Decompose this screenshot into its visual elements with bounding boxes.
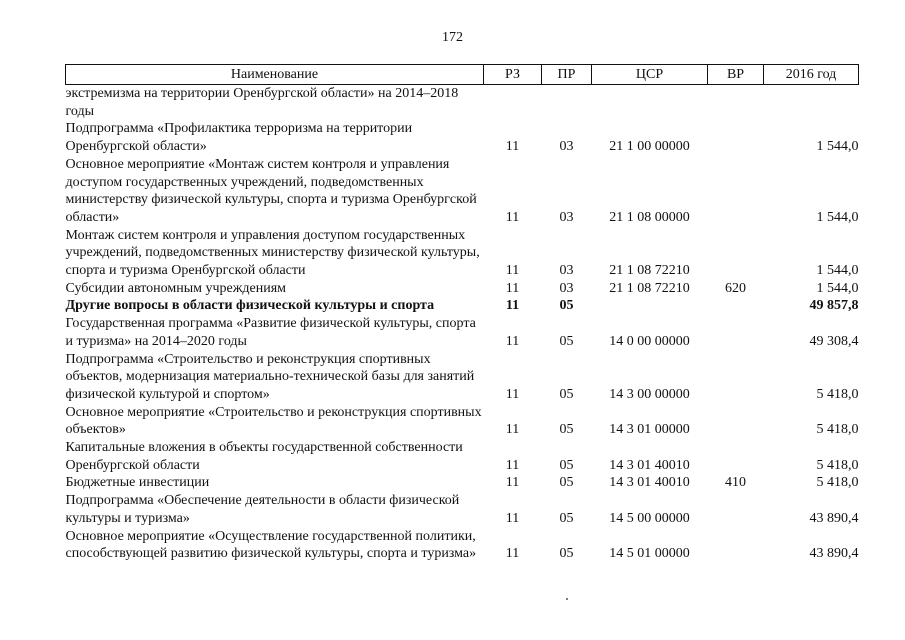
table-header-row [66, 65, 859, 85]
table-row [66, 156, 859, 227]
table-row [66, 227, 859, 280]
cell-rz: 11 [505, 422, 520, 438]
cell-amount: 1 544,0 [816, 209, 859, 225]
cell-csr: 14 3 01 40010 [609, 475, 690, 491]
cell-rz: 11 [505, 139, 520, 155]
cell-rz: 11 [505, 510, 520, 526]
header-csr: ЦСР [592, 65, 708, 85]
cell-csr: 14 5 01 00000 [609, 546, 690, 562]
cell-vr [708, 439, 764, 474]
cell-name: Капитальные вложения в объекты государственной собственности Оренбургской области [65, 440, 463, 473]
cell-amount: 5 418,0 [816, 475, 859, 491]
cell-vr [708, 404, 764, 439]
table-row [66, 528, 859, 563]
cell-vr [708, 351, 764, 404]
cell-pr: 03 [559, 263, 574, 279]
cell-pr: 05 [559, 475, 574, 491]
cell-amount: 49 857,8 [809, 298, 859, 314]
cell-csr: 21 1 08 72210 [609, 280, 690, 296]
cell-amount: 43 890,4 [809, 510, 859, 526]
cell-amount: 1 544,0 [816, 139, 859, 155]
cell-vr [708, 120, 764, 155]
scan-speck [566, 598, 568, 600]
cell-name: Другие вопросы в области физической культуры и спорта [65, 298, 435, 314]
cell-vr: 410 [725, 475, 746, 491]
cell-csr: 14 5 00 00000 [609, 510, 690, 526]
cell-name: Подпрограмма «Профилактика терроризма на территории Оренбургской области» [65, 121, 413, 155]
cell-csr: 14 3 01 00000 [609, 422, 690, 438]
cell-amount: 1 544,0 [816, 263, 859, 279]
table-row [66, 404, 859, 439]
cell-amount: 5 418,0 [816, 422, 859, 438]
table-row [66, 315, 859, 350]
cell-name: Основное мероприятие «Строительство и реконструкция спортивных объектов» [65, 404, 482, 438]
cell-rz: 11 [505, 475, 520, 491]
cell-name: экстремизма на территории Оренбургской области» на 2014–2018 годы [65, 86, 459, 119]
cell-pr: 05 [559, 422, 574, 438]
cell-vr [708, 85, 764, 121]
cell-csr: 14 3 00 00000 [609, 386, 690, 402]
cell-pr: 05 [559, 386, 574, 402]
cell-name: Монтаж систем контроля и управления доступом государственных учреждений, подведомственных министерству физической культуры, спорта и туризма Оренбургской области [65, 227, 480, 279]
header-year: 2016 год [764, 65, 859, 85]
cell-name: Подпрограмма «Строительство и реконструкция спортивных объектов, модернизация материально-технической базы для занятий физической культурой и спортом» [65, 351, 475, 402]
cell-rz: 11 [505, 457, 520, 473]
cell-amount: 43 890,4 [809, 546, 859, 562]
header-vr: ВР [708, 65, 764, 85]
cell-rz: 11 [505, 209, 520, 225]
header-name: Наименование [66, 65, 484, 85]
cell-amount [764, 85, 859, 121]
table-row [66, 280, 859, 298]
cell-vr: 620 [725, 280, 746, 296]
cell-pr: 05 [559, 546, 574, 562]
cell-pr: 05 [559, 457, 574, 473]
table-row [66, 351, 859, 404]
cell-vr [708, 156, 764, 227]
header-rz: РЗ [484, 65, 542, 85]
cell-csr: 14 3 01 40010 [609, 457, 690, 473]
cell-pr: 03 [559, 209, 574, 225]
table-row [66, 85, 859, 121]
cell-vr [708, 297, 764, 315]
cell-name: Государственная программа «Развитие физической культуры, спорта и туризма» на 2014–2020 годы [65, 316, 476, 349]
table-row [66, 297, 859, 315]
cell-rz: 11 [505, 546, 520, 562]
cell-pr: 03 [559, 280, 574, 296]
cell-pr [542, 85, 592, 121]
cell-csr: 14 0 00 00000 [609, 333, 690, 349]
cell-pr: 03 [559, 139, 574, 155]
cell-name: Бюджетные инвестиции [65, 475, 210, 491]
cell-pr: 05 [559, 510, 574, 526]
cell-name: Основное мероприятие «Монтаж систем контроля и управления доступом государственных учреждений, подведомственных министерству физической культуры, спорта и туризма Оренбургской области» [65, 156, 477, 225]
cell-rz: 11 [505, 333, 520, 349]
table-row [66, 120, 859, 155]
table-row [66, 474, 859, 492]
cell-name: Субсидии автономным учреждениям [65, 280, 287, 296]
header-pr: ПР [542, 65, 592, 85]
table-row [66, 492, 859, 527]
table-row [66, 439, 859, 474]
cell-vr [708, 227, 764, 280]
cell-amount: 5 418,0 [816, 457, 859, 473]
cell-rz: 11 [505, 386, 520, 402]
cell-csr [592, 85, 708, 121]
cell-csr: 21 1 08 00000 [609, 209, 690, 225]
cell-csr: 21 1 08 72210 [609, 263, 690, 279]
cell-amount: 49 308,4 [809, 333, 859, 349]
budget-table [65, 64, 859, 563]
cell-vr [708, 528, 764, 563]
cell-vr [708, 492, 764, 527]
cell-rz: 11 [505, 263, 520, 279]
cell-pr: 05 [559, 298, 574, 314]
cell-rz: 11 [505, 298, 520, 314]
cell-vr [708, 315, 764, 350]
cell-rz: 11 [505, 280, 520, 296]
cell-pr: 05 [559, 333, 574, 349]
cell-name: Основное мероприятие «Осуществление государственной политики, способствующей развитию физической культуры, спорта и туризма» [65, 528, 477, 562]
cell-csr [592, 297, 708, 315]
cell-name: Подпрограмма «Обеспечение деятельности в области физической культуры и туризма» [65, 493, 460, 526]
page-number: 172 [442, 30, 463, 45]
cell-amount: 1 544,0 [816, 280, 859, 296]
cell-rz [484, 85, 542, 121]
cell-amount: 5 418,0 [816, 386, 859, 402]
cell-csr: 21 1 00 00000 [609, 139, 690, 155]
